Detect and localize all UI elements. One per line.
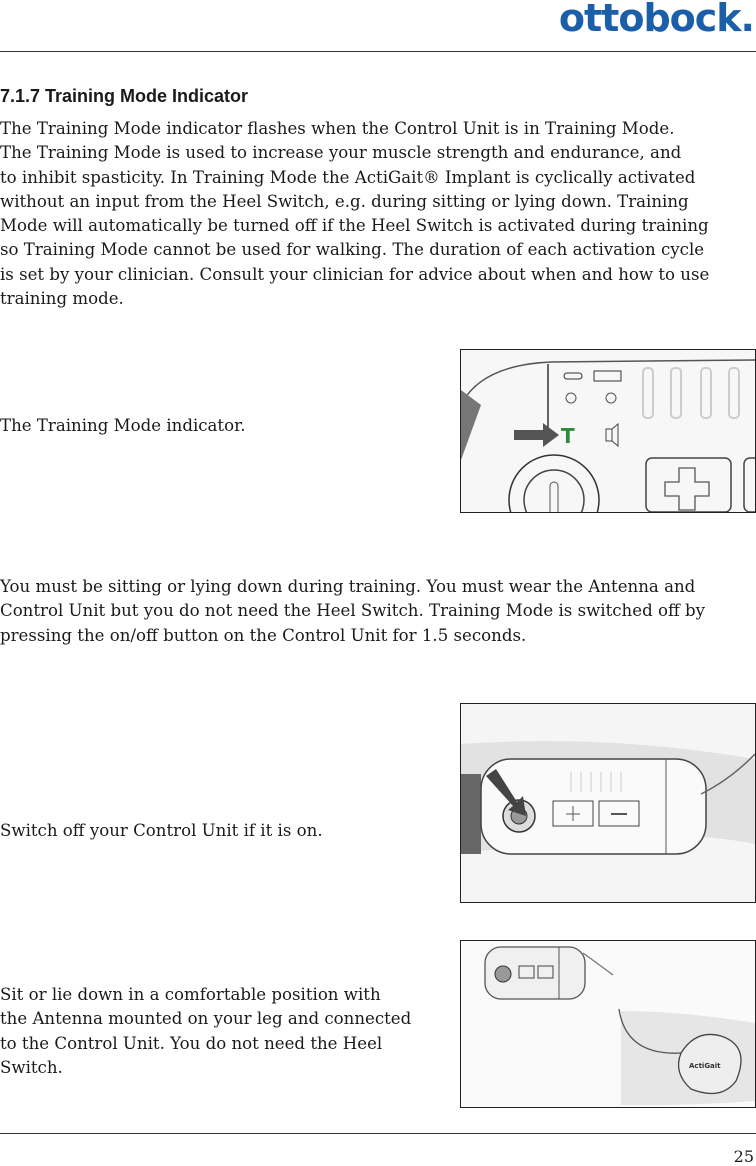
ottobock-logo: ottobock. [558, 0, 754, 40]
text-line: You must be sitting or lying down during training. You must wear the Antenna and [0, 577, 696, 596]
actigait-antenna-label: ActiGait [689, 1062, 721, 1070]
text-line: the Antenna mounted on your leg and connected [0, 1009, 412, 1029]
switch-off-control-unit-figure [460, 703, 756, 903]
header-divider [0, 51, 756, 52]
text-line: to the Control Unit. You do not need the Heel [0, 1033, 383, 1053]
sitting-position-figure [460, 940, 756, 1108]
text-line: pressing the on/off button on the Control Unit for 1.5 seconds. [0, 625, 527, 645]
text-line: is set by your clinician. Consult your clinician for advice about when and how to use [0, 264, 710, 284]
text-line: Control Unit but you do not need the Heel Switch. Training Mode is switched off by [0, 601, 706, 621]
t-indicator-label: T [561, 424, 575, 448]
text-line: so Training Mode cannot be used for walking. The duration of each activation cycle [0, 240, 705, 260]
instruction-paragraph [0, 575, 705, 648]
text-line: Mode will automatically be turned off if the Heel Switch is activated during training [0, 216, 709, 236]
text-line: Switch. [0, 1057, 63, 1077]
figure3-caption [0, 983, 411, 1080]
intro-paragraph [0, 117, 709, 311]
figure2-caption: Switch off your Control Unit if it is on. [0, 821, 323, 840]
text-line: The Training Mode is used to increase your muscle strength and endurance, and [0, 143, 682, 163]
page-number: 25 [733, 1147, 754, 1166]
text-line: to inhibit spasticity. In Training Mode the ActiGait® Implant is cyclically activated [0, 167, 696, 187]
text-line: The Training Mode indicator flashes when the Control Unit is in Training Mode. [0, 119, 675, 138]
footer-divider [0, 1133, 756, 1134]
text-line: training mode. [0, 289, 124, 309]
text-line: Sit or lie down in a comfortable position with [0, 985, 381, 1004]
text-line: without an input from the Heel Switch, e.g. during sitting or lying down. Training [0, 191, 689, 211]
figure1-caption: The Training Mode indicator. [0, 416, 246, 435]
section-heading: 7.1.7 Training Mode Indicator [0, 86, 249, 106]
training-mode-indicator-figure [460, 349, 756, 513]
